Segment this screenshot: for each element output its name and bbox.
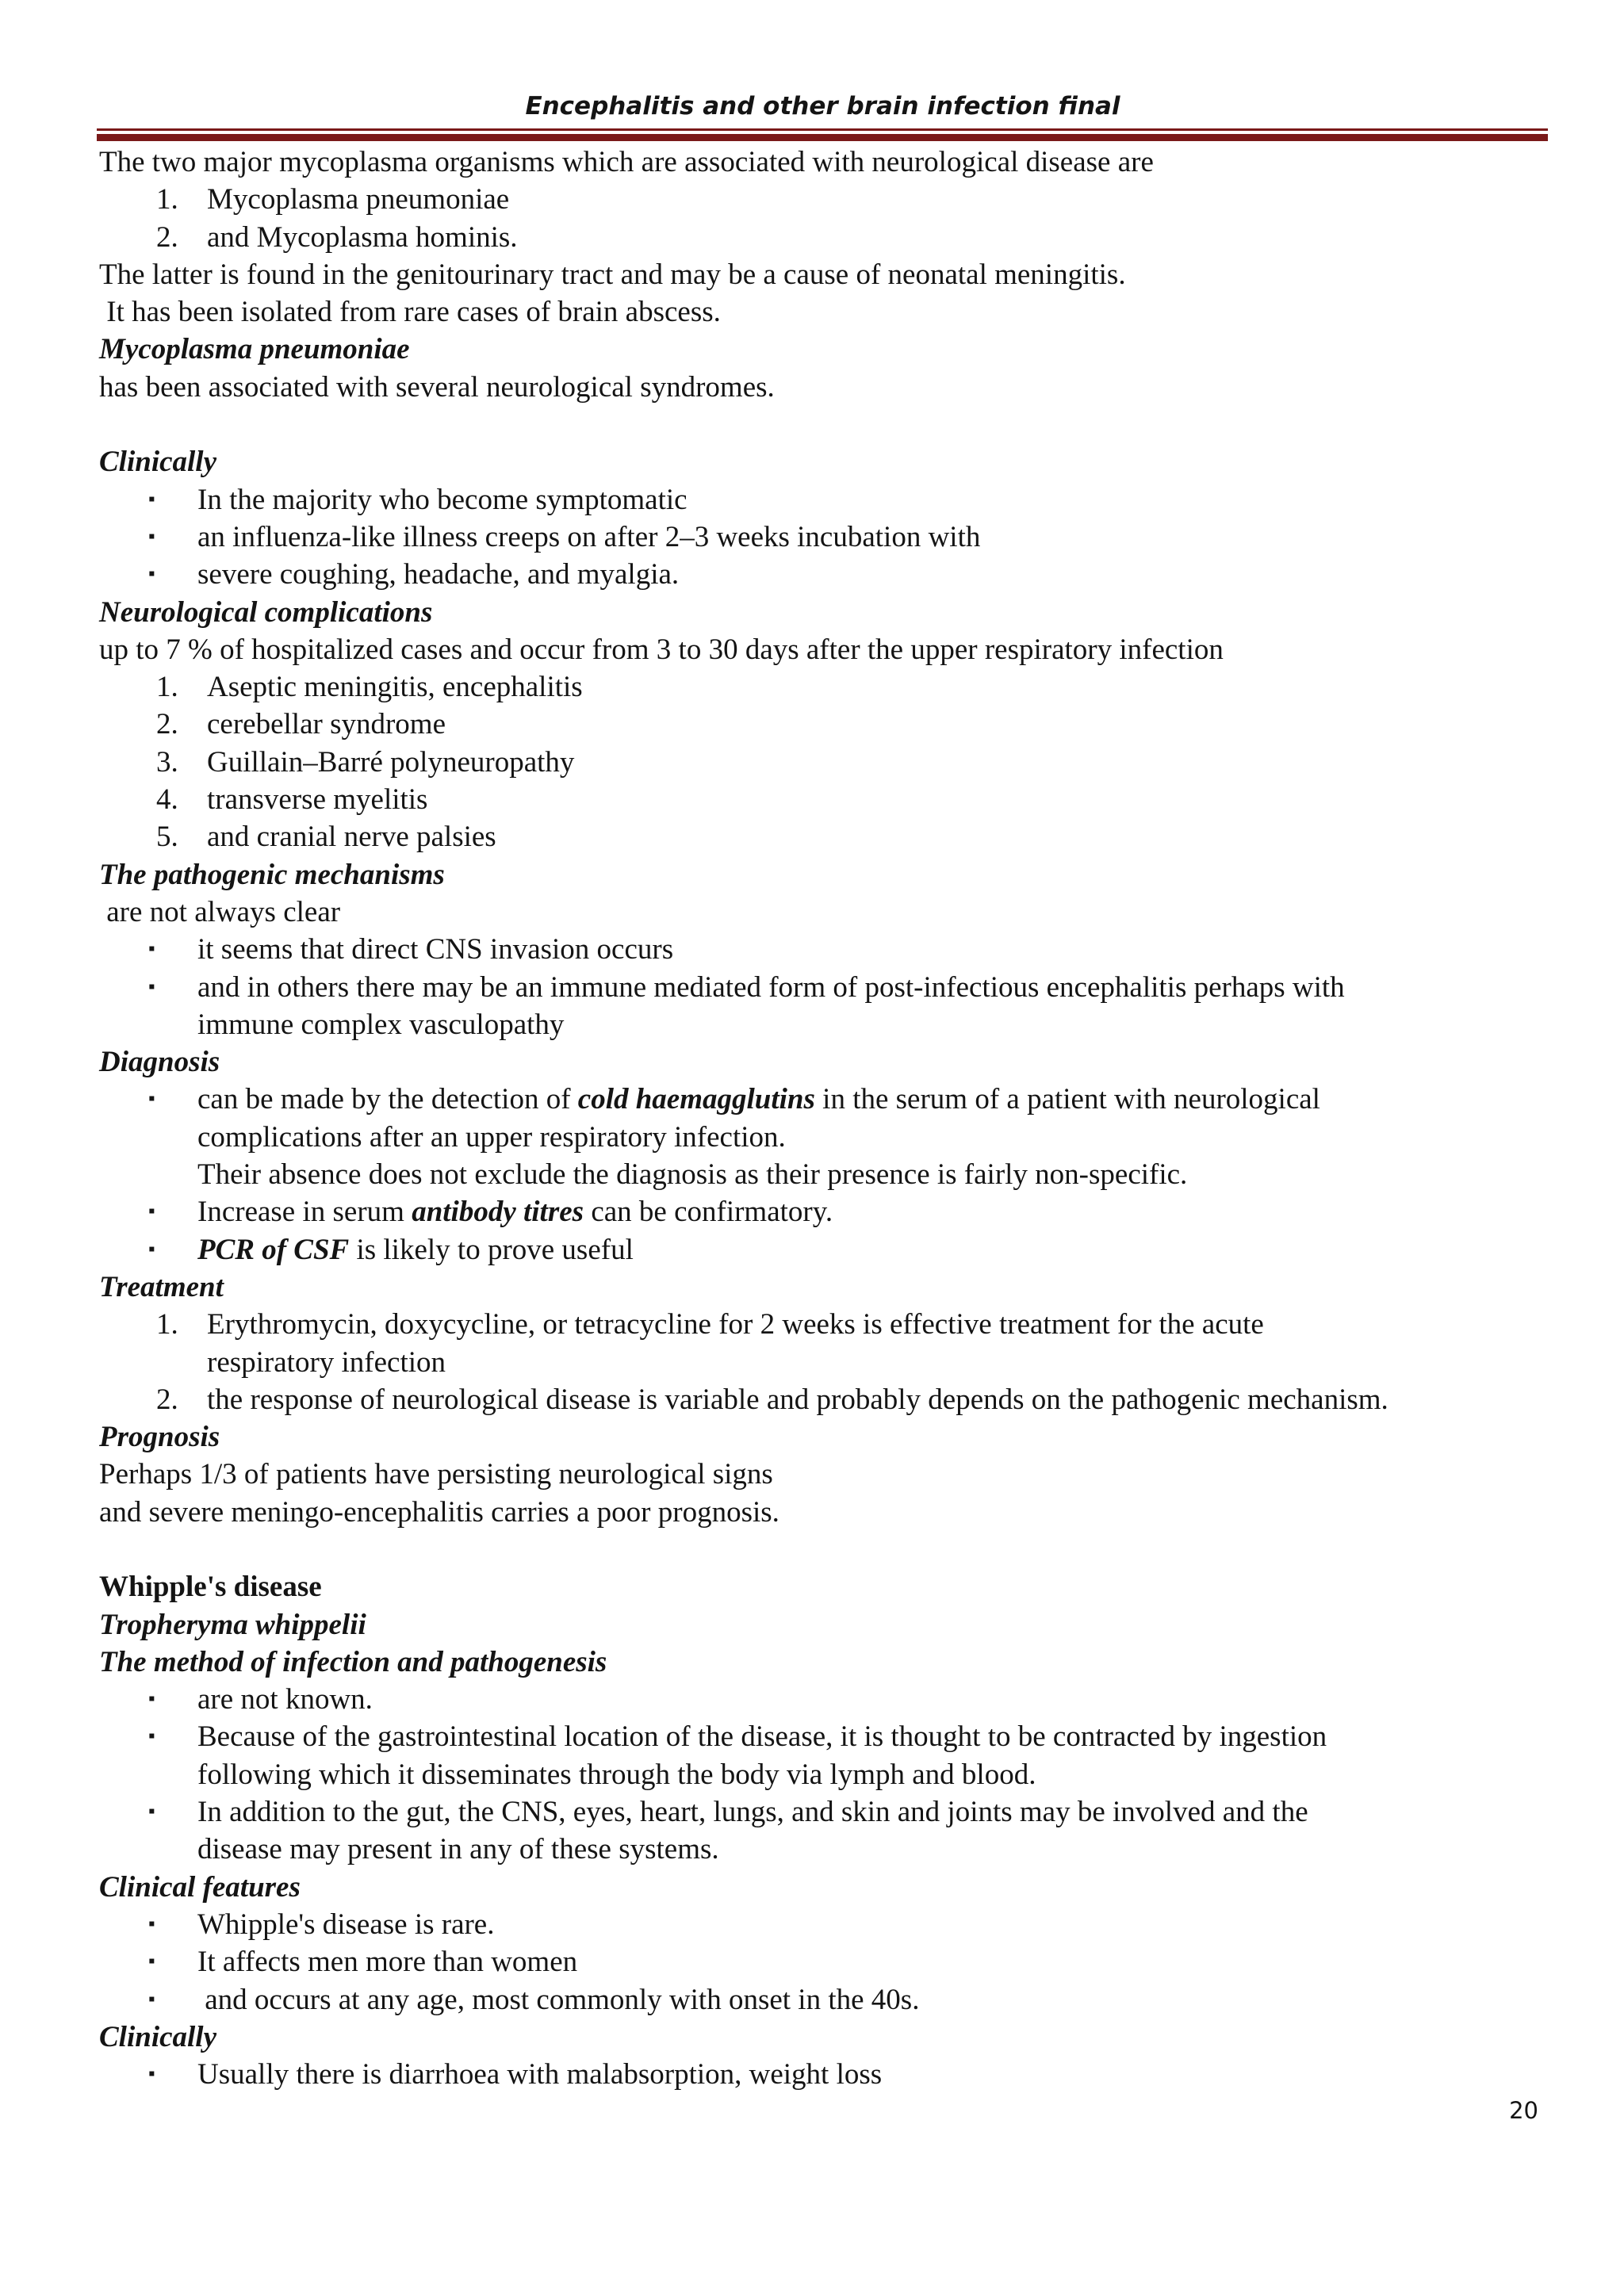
- section-heading: Prognosis: [99, 1421, 220, 1454]
- numbered-item: 2. the response of neurological disease is variable and probably depends on the pathogenic mechanism.: [99, 1381, 1550, 1418]
- bullet-continuation: Their absence does not exclude the diagnosis as their presence is fairly non-specific.: [197, 1158, 1188, 1192]
- bullet-icon: ▪: [148, 488, 155, 510]
- bullet-item: ▪ and occurs at any age, most commonly with onset in the 40s.: [99, 1981, 1550, 2019]
- number-marker: 1.: [156, 183, 178, 216]
- paragraph-line: has been associated with several neurological syndromes.: [99, 370, 775, 404]
- bullet-icon: ▪: [148, 1201, 155, 1223]
- numbered-item: 1. Mycoplasma pneumoniae: [99, 181, 1550, 218]
- bullet-icon: ▪: [148, 1089, 155, 1110]
- numbered-item: 2. cerebellar syndrome: [99, 706, 1550, 743]
- number-marker: 5.: [156, 821, 178, 854]
- bullet-item: ▪ In addition to the gut, the CNS, eyes, heart, lungs, and skin and joints may be involved and the: [99, 1793, 1550, 1831]
- bullet-item: ▪ It affects men more than women: [99, 1943, 1550, 1980]
- bullet-icon: ▪: [148, 939, 155, 960]
- numbered-item: 5. and cranial nerve palsies: [99, 818, 1550, 855]
- section-heading: Neurological complications: [99, 595, 433, 629]
- bullet-icon: ▪: [148, 1801, 155, 1823]
- bullet-icon: ▪: [148, 2064, 155, 2085]
- emphasis: PCR of CSF: [197, 1233, 350, 1266]
- bullet-item: ▪ In the majority who become symptomatic: [99, 481, 1550, 519]
- paragraph-line: Perhaps 1/3 of patients have persisting neurological signs: [99, 1458, 773, 1491]
- bullet-item: ▪ PCR of CSF is likely to prove useful: [99, 1231, 1550, 1269]
- bullet-continuation: immune complex vasculopathy: [197, 1008, 565, 1041]
- header-rule-thin: [97, 128, 1548, 131]
- section-heading: Clinical features: [99, 1870, 301, 1904]
- bullet-item: ▪ an influenza-like illness creeps on after 2–3 weeks incubation with: [99, 519, 1550, 556]
- number-marker: 2.: [156, 1383, 178, 1416]
- bullet-item: ▪ Because of the gastrointestinal location of the disease, it is thought to be contracted by ingestion: [99, 1718, 1550, 1755]
- numbered-item: 1. Aseptic meningitis, encephalitis: [99, 668, 1550, 706]
- paragraph-line: It has been isolated from rare cases of brain abscess.: [99, 296, 721, 329]
- page-body: [99, 144, 1550, 2093]
- header-rule-thick: [97, 134, 1548, 141]
- bullet-icon: ▪: [148, 1726, 155, 1747]
- number-marker: 1.: [156, 671, 178, 704]
- bullet-icon: ▪: [148, 1951, 155, 1973]
- section-heading: Clinically: [99, 2020, 216, 2053]
- bullet-item: ▪ severe coughing, headache, and myalgia.: [99, 556, 1550, 593]
- number-marker: 4.: [156, 783, 178, 817]
- section-heading: The pathogenic mechanisms: [99, 858, 445, 891]
- bullet-icon: ▪: [148, 564, 155, 585]
- numbered-item: 2. and Mycoplasma hominis.: [99, 219, 1550, 256]
- bullet-icon: ▪: [148, 1913, 155, 1934]
- bullet-item: ▪ it seems that direct CNS invasion occurs: [99, 931, 1550, 968]
- paragraph-line: are not always clear: [99, 895, 341, 928]
- section-heading: Whipple's disease: [99, 1571, 322, 1604]
- numbered-item: 3. Guillain–Barré polyneuropathy: [99, 744, 1550, 781]
- bullet-icon: ▪: [148, 976, 155, 997]
- number-marker: 3.: [156, 745, 178, 779]
- page-number: 20: [1509, 2097, 1538, 2124]
- number-marker: 2.: [156, 708, 178, 741]
- bullet-item: ▪ Usually there is diarrhoea with malabsorption, weight loss: [99, 2056, 1550, 2093]
- organism-name: Tropheryma whippelii: [99, 1608, 366, 1641]
- emphasis: cold haemagglutins: [577, 1083, 815, 1116]
- paragraph-line: The latter is found in the genitourinary tract and may be a cause of neonatal meningitis.: [99, 258, 1126, 291]
- bullet-continuation: disease may present in any of these systems.: [197, 1833, 719, 1866]
- numbered-continuation: respiratory infection: [207, 1345, 446, 1379]
- bullet-icon: ▪: [148, 1238, 155, 1260]
- section-heading: Treatment: [99, 1270, 224, 1303]
- bullet-item: ▪ can be made by the detection of cold haemagglutins in the serum of a patient with neurological: [99, 1081, 1550, 1118]
- page-header: Encephalitis and other brain infection final: [525, 92, 1120, 121]
- section-heading: Mycoplasma pneumoniae: [99, 333, 410, 366]
- bullet-item: ▪ Increase in serum antibody titres can be confirmatory.: [99, 1193, 1550, 1230]
- section-heading: The method of infection and pathogenesis: [99, 1645, 607, 1678]
- bullet-item: ▪ and in others there may be an immune mediated form of post-infectious encephalitis perhaps with: [99, 969, 1550, 1006]
- bullet-continuation: complications after an upper respiratory infection.: [197, 1120, 786, 1154]
- intro-line: The two major mycoplasma organisms which are associated with neurological disease are: [99, 146, 1154, 178]
- paragraph-line: up to 7 % of hospitalized cases and occur from 3 to 30 days after the upper respiratory infection: [99, 633, 1224, 666]
- bullet-icon: ▪: [148, 526, 155, 547]
- number-marker: 1.: [156, 1308, 178, 1341]
- bullet-icon: ▪: [148, 1689, 155, 1710]
- numbered-item: 4. transverse myelitis: [99, 781, 1550, 818]
- bullet-icon: ▪: [148, 1988, 155, 2010]
- bullet-item: ▪ Whipple's disease is rare.: [99, 1906, 1550, 1943]
- section-heading: Diagnosis: [99, 1046, 220, 1079]
- paragraph-line: and severe meningo-encephalitis carries a poor prognosis.: [99, 1495, 779, 1529]
- bullet-continuation: following which it disseminates through the body via lymph and blood.: [197, 1758, 1036, 1791]
- numbered-item: 1. Erythromycin, doxycycline, or tetracycline for 2 weeks is effective treatment for the acute: [99, 1306, 1550, 1343]
- bullet-item: ▪ are not known.: [99, 1681, 1550, 1718]
- emphasis: antibody titres: [412, 1196, 584, 1229]
- section-heading: Clinically: [99, 446, 216, 479]
- number-marker: 2.: [156, 220, 178, 254]
